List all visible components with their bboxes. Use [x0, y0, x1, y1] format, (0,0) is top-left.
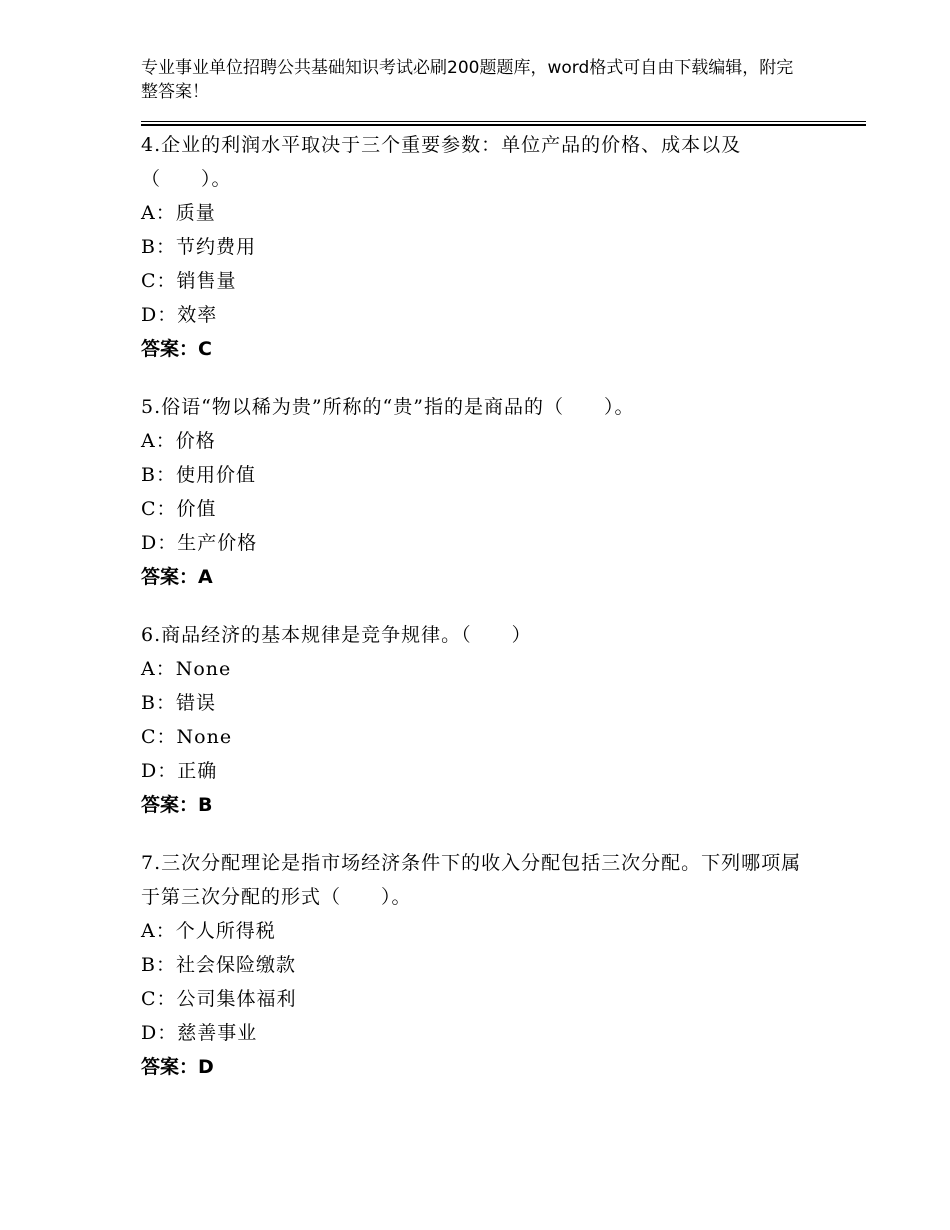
question-text: 5.俗语“物以稀为贵”所称的“贵”指的是商品的（ ）。 — [141, 396, 635, 418]
option-c: C：销售量 — [141, 270, 237, 292]
answer-line: 答案：D — [141, 1056, 214, 1078]
option-d: D：慈善事业 — [141, 1022, 258, 1044]
question-5 — [141, 390, 821, 594]
question-text: 4.企业的利润水平取决于三个重要参数：单位产品的价格、成本以及（ ）。 — [141, 134, 742, 190]
option-a: A：None — [141, 658, 232, 680]
question-7 — [141, 846, 821, 1084]
header-divider-thin — [141, 121, 866, 122]
question-4 — [141, 128, 821, 366]
question-text: 6.商品经济的基本规律是竞争规律。（ ） — [141, 624, 532, 646]
option-b: B：社会保险缴款 — [141, 954, 296, 976]
option-d: D：生产价格 — [141, 532, 258, 554]
option-b: B：错误 — [141, 692, 216, 714]
option-c: C：公司集体福利 — [141, 988, 297, 1010]
question-6 — [141, 618, 821, 822]
document-header: 专业事业单位招聘公共基础知识考试必刷200题题库，word格式可自由下载编辑，附完整答案！ — [141, 58, 794, 102]
option-a: A：个人所得税 — [141, 920, 276, 942]
option-c: C：None — [141, 726, 233, 748]
answer-line: 答案：B — [141, 794, 213, 816]
option-a: A：价格 — [141, 430, 216, 452]
question-text: 7.三次分配理论是指市场经济条件下的收入分配包括三次分配。下列哪项属于第三次分配的形式（ ）。 — [141, 852, 802, 908]
answer-line: 答案：A — [141, 566, 213, 588]
option-a: A：质量 — [141, 202, 216, 224]
option-d: D：正确 — [141, 760, 218, 782]
answer-line: 答案：C — [141, 338, 212, 360]
option-d: D：效率 — [141, 304, 218, 326]
option-c: C：价值 — [141, 498, 217, 520]
option-b: B：使用价值 — [141, 464, 256, 486]
header-divider-thick — [141, 124, 866, 126]
question-list — [141, 128, 821, 1108]
option-b: B：节约费用 — [141, 236, 256, 258]
